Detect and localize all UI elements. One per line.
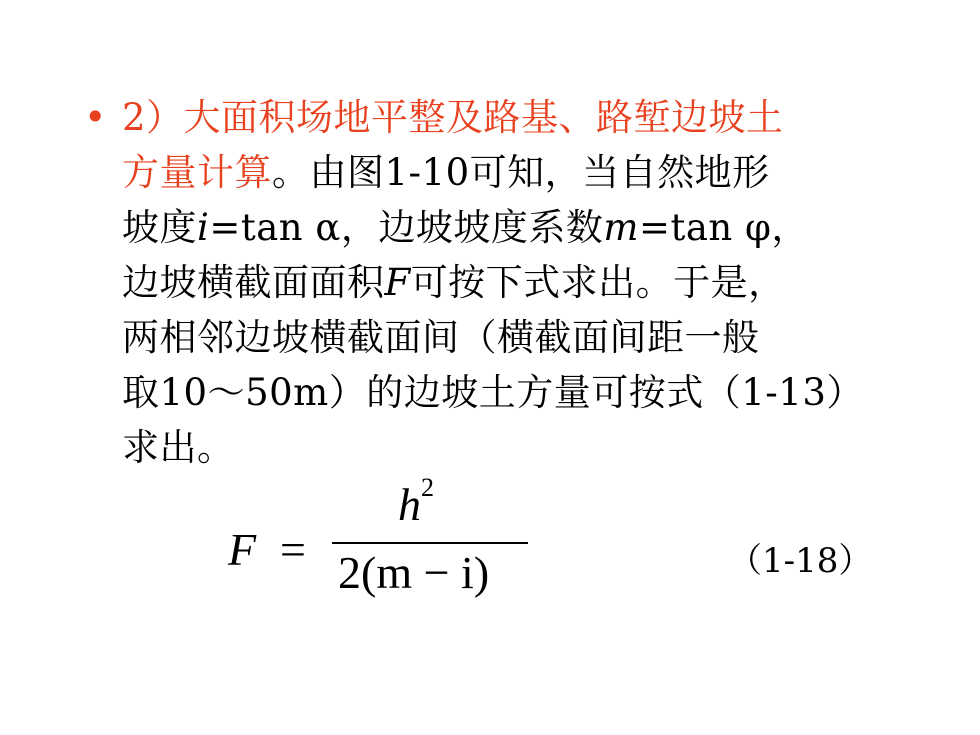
text-line-3 xyxy=(122,200,942,255)
text-line-4 xyxy=(122,255,942,310)
bullet-dot-icon: • xyxy=(84,95,107,139)
var-F: F xyxy=(384,261,411,304)
text-line-2 xyxy=(122,145,942,200)
text-line-1: 2）大面积场地平整及路基、路堑边坡土 xyxy=(122,96,784,139)
paragraph-text xyxy=(122,90,942,475)
formula-numerator-exponent: 2 xyxy=(421,472,434,502)
text-line-3-c: =tan φ， xyxy=(638,206,809,249)
formula-lhs: F xyxy=(228,524,257,575)
text-line-2-rest: 。由图1-10可知，当自然地形 xyxy=(272,151,770,194)
formula-numerator xyxy=(398,472,434,531)
text-line-7: 求出。 xyxy=(122,426,235,469)
formula xyxy=(228,472,548,618)
formula-equals: = xyxy=(280,524,306,575)
formula-denominator: 2(m − i) xyxy=(338,547,490,598)
text-line-6: 取10～50m）的边坡土方量可按式（1-13） xyxy=(122,371,864,414)
var-m: m xyxy=(603,206,639,249)
text-line-4-b: 可按下式求出。于是， xyxy=(410,261,786,304)
equation-number: （1-18） xyxy=(728,541,873,581)
text-line-5: 两相邻边坡横截面间（横截面间距一般 xyxy=(122,316,760,359)
var-i: i xyxy=(197,206,210,249)
text-line-4-a: 边坡横截面面积 xyxy=(122,261,385,304)
text-line-3-a: 坡度 xyxy=(122,206,197,249)
text-line-2-highlight: 方量计算 xyxy=(122,151,272,194)
formula-numerator-var: h xyxy=(398,479,421,530)
text-line-3-b: =tan α，边坡坡度系数 xyxy=(209,206,604,249)
formula-fraction-bar xyxy=(332,542,528,544)
